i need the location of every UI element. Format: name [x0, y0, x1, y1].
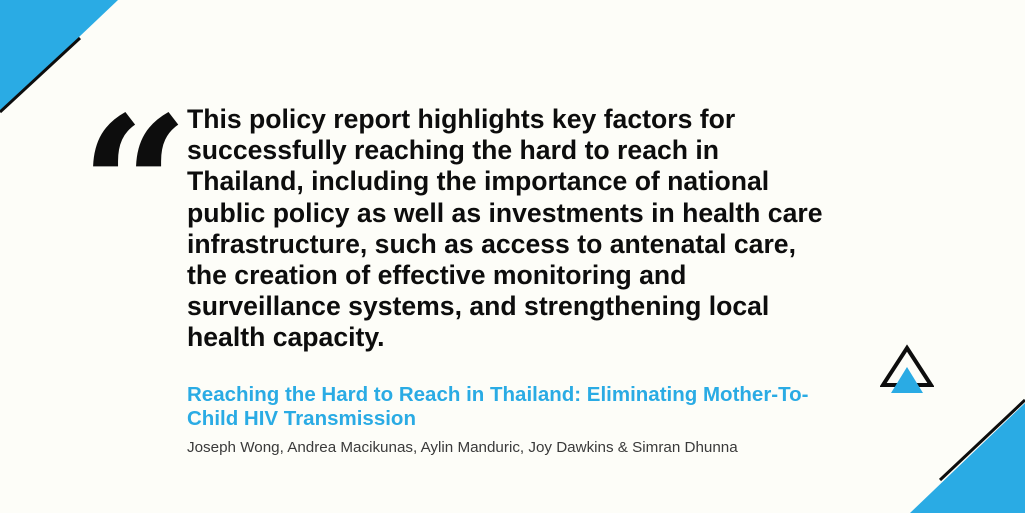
source-title: Reaching the Hard to Reach in Thailand: Eliminating Mother-To-Child HIV Transmission: [187, 383, 809, 430]
bottom-right-corner-triangle: [910, 403, 1025, 513]
quote-mark-icon: “: [80, 75, 180, 298]
authors: Joseph Wong, Andrea Macikunas, Aylin Manduric, Joy Dawkins & Simran Dhunna: [187, 439, 738, 456]
quote-text: This policy report highlights key factors for successfully reaching the hard to reach in Thailand, including the importance of national public policy as well as investments in health care infrastructure, such as access to antenatal care, the creation of effective monitoring and surveillance systems, and strengthening local health capacity.: [187, 104, 823, 353]
triangle-logo-icon: [880, 344, 934, 398]
